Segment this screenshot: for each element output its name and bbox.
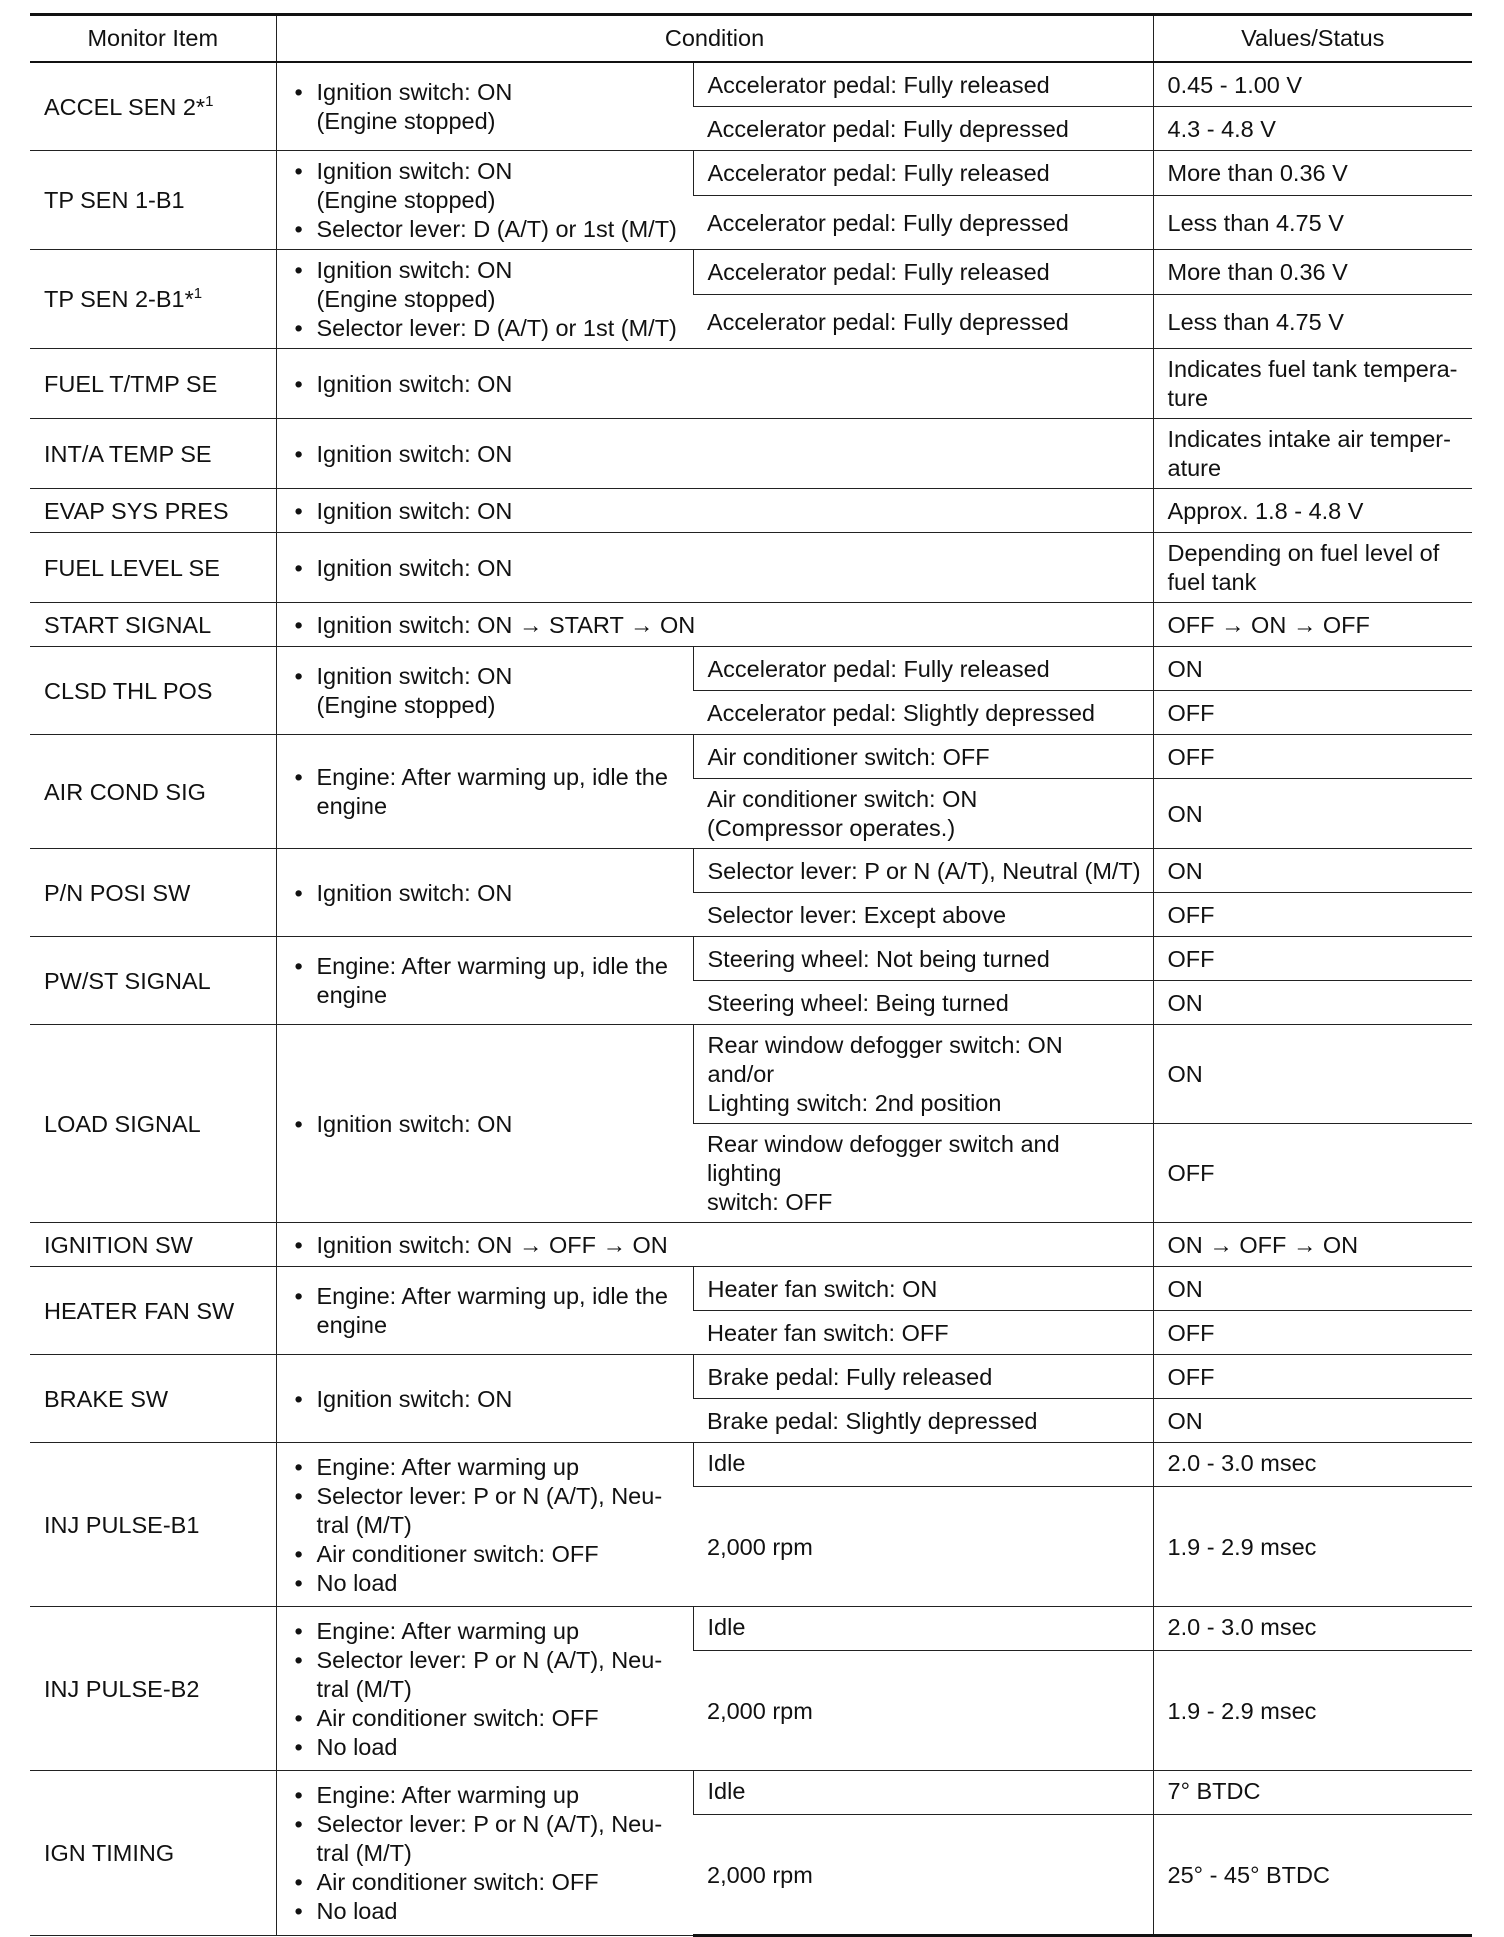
monitor-item-cell: LOAD SIGNAL — [30, 1025, 276, 1223]
condition-cell — [276, 151, 693, 250]
sub-condition-cell: Accelerator pedal: Fully released — [693, 647, 1153, 691]
value-cell: 1.9 - 2.9 msec — [1153, 1651, 1472, 1771]
condition-bullet: • No load — [291, 1733, 679, 1762]
sub-condition-cell: Steering wheel: Not being turned — [693, 937, 1153, 981]
header-values-status: Values/Status — [1153, 15, 1472, 63]
condition-bullet: • Ignition switch: ON — [291, 1385, 679, 1414]
table-row — [30, 62, 1472, 107]
sub-condition-cell: Idle — [693, 1771, 1153, 1815]
monitor-item-cell: IGN TIMING — [30, 1771, 276, 1936]
condition-cell — [276, 937, 693, 1025]
monitor-item-cell: P/N POSI SW — [30, 849, 276, 937]
footnote-marker: 1 — [205, 92, 214, 110]
condition-bullet: • Selector lever: P or N (A/T), Neu- tral (M/T) — [291, 1810, 679, 1868]
condition-cell — [276, 250, 693, 349]
sub-condition-cell: Accelerator pedal: Fully released — [693, 250, 1153, 295]
value-cell: More than 0.36 V — [1153, 151, 1472, 196]
sub-condition-cell: Brake pedal: Fully released — [693, 1355, 1153, 1399]
table-row — [30, 603, 1472, 647]
sub-condition-cell: Rear window defogger switch and lighting switch: OFF — [693, 1124, 1153, 1223]
condition-cell — [276, 1607, 693, 1771]
monitor-item-cell: EVAP SYS PRES — [30, 489, 276, 533]
condition-cell — [276, 1771, 693, 1936]
monitor-item-cell: CLSD THL POS — [30, 647, 276, 735]
condition-bullet: • Engine: After warming up, idle the engine — [291, 952, 679, 1010]
condition-bullet: • Ignition switch: ON (Engine stopped) — [291, 157, 679, 215]
monitor-item-cell: INJ PULSE-B2 — [30, 1607, 276, 1771]
sub-condition-cell: 2,000 rpm — [693, 1487, 1153, 1607]
value-cell: OFF — [1153, 1355, 1472, 1399]
table-row — [30, 937, 1472, 981]
sub-condition-cell: Heater fan switch: OFF — [693, 1311, 1153, 1355]
table-row — [30, 533, 1472, 603]
value-cell: Less than 4.75 V — [1153, 295, 1472, 349]
footnote-marker: 1 — [193, 285, 203, 303]
value-cell: ON — [1153, 1399, 1472, 1443]
value-cell: ON — [1153, 849, 1472, 893]
condition-cell — [276, 849, 693, 937]
sub-condition-cell: Accelerator pedal: Fully depressed — [693, 107, 1153, 151]
sub-condition-cell: Accelerator pedal: Fully depressed — [693, 295, 1153, 349]
value-cell: OFF — [1153, 735, 1472, 779]
condition-bullet: • Selector lever: D (A/T) or 1st (M/T) — [291, 215, 679, 244]
condition-cell — [276, 419, 1153, 489]
table-row — [30, 1443, 1472, 1487]
sub-condition-cell: Selector lever: Except above — [693, 893, 1153, 937]
value-cell: ON — [1153, 1267, 1472, 1311]
table-row — [30, 1771, 1472, 1815]
value-cell: Less than 4.75 V — [1153, 196, 1472, 250]
value-cell: OFF → ON → OFF — [1153, 603, 1472, 647]
value-cell: Depending on fuel level of fuel tank — [1153, 533, 1472, 603]
condition-bullet: • Ignition switch: ON → OFF → ON — [291, 1231, 1139, 1260]
table-row — [30, 419, 1472, 489]
condition-bullet: • Ignition switch: ON — [291, 370, 1139, 399]
monitor-item-cell: HEATER FAN SW — [30, 1267, 276, 1355]
header-condition: Condition — [276, 15, 1153, 63]
monitor-item-cell: BRAKE SW — [30, 1355, 276, 1443]
condition-bullet: • Ignition switch: ON (Engine stopped) — [291, 662, 679, 720]
sub-condition-cell: Accelerator pedal: Fully released — [693, 62, 1153, 107]
sub-condition-cell: Accelerator pedal: Fully depressed — [693, 196, 1153, 250]
value-cell: Indicates intake air temper- ature — [1153, 419, 1472, 489]
sub-condition-cell: Heater fan switch: ON — [693, 1267, 1153, 1311]
monitor-item-cell: AIR COND SIG — [30, 735, 276, 849]
table-row — [30, 489, 1472, 533]
value-cell: More than 0.36 V — [1153, 250, 1472, 295]
sub-condition-cell: Steering wheel: Being turned — [693, 981, 1153, 1025]
condition-cell — [276, 1267, 693, 1355]
sub-condition-cell: Idle — [693, 1443, 1153, 1487]
monitor-item-cell: TP SEN 1-B1 — [30, 151, 276, 250]
condition-bullet: • Ignition switch: ON (Engine stopped) — [291, 256, 679, 314]
value-cell: ON — [1153, 981, 1472, 1025]
monitor-item-cell: START SIGNAL — [30, 603, 276, 647]
sub-condition-cell: Air conditioner switch: ON (Compressor operates.) — [693, 779, 1153, 849]
condition-bullet: • Engine: After warming up — [291, 1617, 679, 1646]
condition-bullet: • Air conditioner switch: OFF — [291, 1868, 679, 1897]
condition-bullet: • Engine: After warming up — [291, 1453, 679, 1482]
condition-cell — [276, 533, 1153, 603]
condition-bullet: • Ignition switch: ON → START → ON — [291, 611, 1139, 640]
condition-cell — [276, 62, 693, 151]
condition-cell — [276, 1025, 693, 1223]
value-cell: OFF — [1153, 1124, 1472, 1223]
condition-cell — [276, 489, 1153, 533]
monitor-item-cell — [30, 250, 276, 349]
sub-condition-cell: Air conditioner switch: OFF — [693, 735, 1153, 779]
value-cell: OFF — [1153, 937, 1472, 981]
condition-bullet: • Air conditioner switch: OFF — [291, 1704, 679, 1733]
condition-bullet: • Ignition switch: ON (Engine stopped) — [291, 78, 679, 136]
condition-bullet: • Ignition switch: ON — [291, 497, 1139, 526]
value-cell: ON — [1153, 1025, 1472, 1124]
table-row — [30, 647, 1472, 691]
table-row — [30, 849, 1472, 893]
monitor-item-label: TP SEN 2-B1* — [44, 286, 194, 312]
sub-condition-cell: Brake pedal: Slightly depressed — [693, 1399, 1153, 1443]
condition-bullet: • Engine: After warming up, idle the engine — [291, 1282, 679, 1340]
value-cell: 7° BTDC — [1153, 1771, 1472, 1815]
condition-cell — [276, 349, 1153, 419]
condition-bullet: • Selector lever: D (A/T) or 1st (M/T) — [291, 314, 679, 343]
monitor-item-cell: FUEL T/TMP SE — [30, 349, 276, 419]
condition-cell — [276, 1443, 693, 1607]
monitor-item-cell: INT/A TEMP SE — [30, 419, 276, 489]
condition-bullet: • Selector lever: P or N (A/T), Neu- tral (M/T) — [291, 1482, 679, 1540]
value-cell: OFF — [1153, 893, 1472, 937]
condition-bullet: • No load — [291, 1897, 679, 1926]
sub-condition-cell: 2,000 rpm — [693, 1815, 1153, 1936]
value-cell: 0.45 - 1.00 V — [1153, 62, 1472, 107]
value-cell: 25° - 45° BTDC — [1153, 1815, 1472, 1936]
header-monitor-item: Monitor Item — [30, 15, 276, 63]
condition-cell — [276, 735, 693, 849]
table-row — [30, 1223, 1472, 1267]
condition-bullet: • Ignition switch: ON — [291, 554, 1139, 583]
condition-cell — [276, 1355, 693, 1443]
condition-cell — [276, 647, 693, 735]
table-row — [30, 1607, 1472, 1651]
sub-condition-cell: Accelerator pedal: Fully released — [693, 151, 1153, 196]
table-row — [30, 1025, 1472, 1124]
value-cell: ON → OFF → ON — [1153, 1223, 1472, 1267]
condition-bullet: • Ignition switch: ON — [291, 879, 679, 908]
sub-condition-cell: Selector lever: P or N (A/T), Neutral (M/T) — [693, 849, 1153, 893]
table-row — [30, 250, 1472, 295]
table-row — [30, 1267, 1472, 1311]
value-cell: 4.3 - 4.8 V — [1153, 107, 1472, 151]
value-cell: Indicates fuel tank tempera- ture — [1153, 349, 1472, 419]
condition-cell — [276, 1223, 1153, 1267]
table-row — [30, 349, 1472, 419]
condition-bullet: • Ignition switch: ON — [291, 1110, 679, 1139]
monitor-item-cell: IGNITION SW — [30, 1223, 276, 1267]
monitor-item-cell: INJ PULSE-B1 — [30, 1443, 276, 1607]
value-cell: 2.0 - 3.0 msec — [1153, 1607, 1472, 1651]
monitor-table — [30, 13, 1472, 1937]
condition-cell — [276, 603, 1153, 647]
monitor-item-cell — [30, 62, 276, 151]
table-row — [30, 735, 1472, 779]
monitor-item-cell: FUEL LEVEL SE — [30, 533, 276, 603]
condition-bullet: • Engine: After warming up — [291, 1781, 679, 1810]
condition-bullet: • Air conditioner switch: OFF — [291, 1540, 679, 1569]
condition-bullet: • Engine: After warming up, idle the engine — [291, 763, 679, 821]
sub-condition-cell: Idle — [693, 1607, 1153, 1651]
value-cell: ON — [1153, 647, 1472, 691]
value-cell: Approx. 1.8 - 4.8 V — [1153, 489, 1472, 533]
table-row — [30, 1355, 1472, 1399]
condition-bullet: • Selector lever: P or N (A/T), Neu- tral (M/T) — [291, 1646, 679, 1704]
condition-bullet: • Ignition switch: ON — [291, 440, 1139, 469]
monitor-item-label: ACCEL SEN 2* — [44, 93, 206, 120]
value-cell: ON — [1153, 779, 1472, 849]
header-row — [30, 15, 1472, 63]
value-cell: 2.0 - 3.0 msec — [1153, 1443, 1472, 1487]
sub-condition-cell: Rear window defogger switch: ON and/or Lighting switch: 2nd position — [693, 1025, 1153, 1124]
sub-condition-cell: Accelerator pedal: Slightly depressed — [693, 691, 1153, 735]
value-cell: 1.9 - 2.9 msec — [1153, 1487, 1472, 1607]
table-row — [30, 151, 1472, 196]
value-cell: OFF — [1153, 1311, 1472, 1355]
monitor-item-cell: PW/ST SIGNAL — [30, 937, 276, 1025]
sub-condition-cell: 2,000 rpm — [693, 1651, 1153, 1771]
condition-bullet: • No load — [291, 1569, 679, 1598]
value-cell: OFF — [1153, 691, 1472, 735]
